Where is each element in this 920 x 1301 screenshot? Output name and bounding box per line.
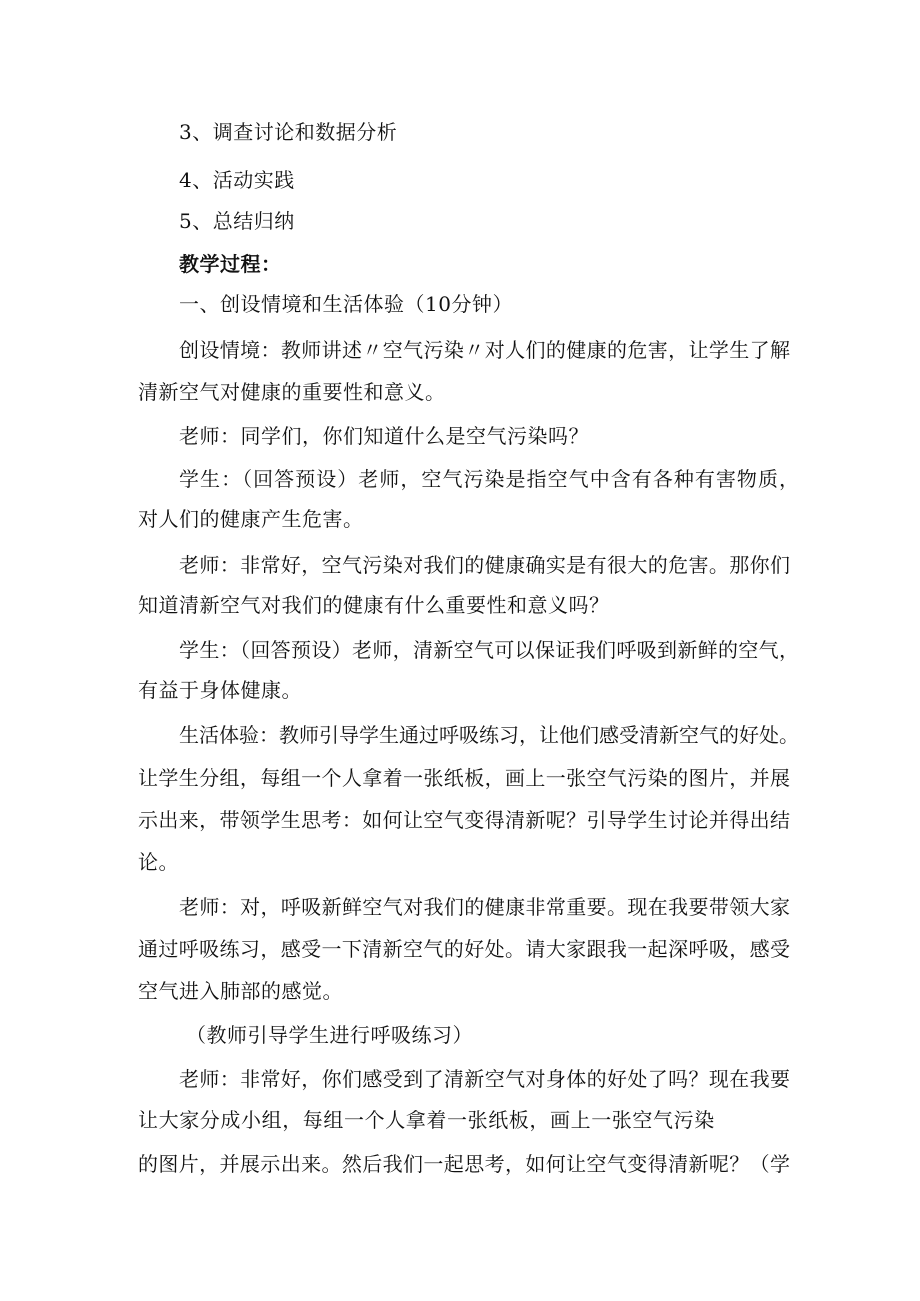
dialogue-line: 有益于身体健康。	[138, 678, 302, 702]
dialogue-line: 的图片，并展示出来。然后我们一起思考，如何让空气变得清新呢？（学	[138, 1152, 790, 1176]
dialogue-line: 老师：同学们，你们知道什么是空气污染吗？	[179, 424, 589, 448]
dialogue-line: 空气进入肺部的感觉。	[138, 979, 343, 1003]
section-heading: 教学过程：	[179, 252, 282, 276]
dialogue-line: 知道清新空气对我们的健康有什么重要性和意义吗？	[138, 593, 610, 617]
paragraph-line: 让学生分组，每组一个人拿着一张纸板，画上一张空气污染的图片，并展	[138, 766, 790, 790]
dialogue-line: 让大家分成小组，每组一个人拿着一张纸板，画上一张空气污染	[138, 1108, 715, 1132]
list-item-5: 5、总结归纳	[179, 209, 295, 233]
dialogue-line: 老师：对，呼吸新鲜空气对我们的健康非常重要。现在我要带领大家	[179, 895, 790, 919]
paragraph-line: 生活体验：教师引导学生通过呼吸练习，让他们感受清新空气的好处。	[179, 723, 799, 747]
list-item-3: 3、调查讨论和数据分析	[179, 120, 398, 144]
dialogue-line: 老师：非常好，空气污染对我们的健康确实是有很大的危害。那你们	[179, 553, 790, 577]
dialogue-line: 学生：（回答预设）老师，清新空气可以保证我们呼吸到新鲜的空气，	[179, 638, 799, 662]
paragraph-line: 论。	[138, 850, 179, 874]
paragraph-line: 示出来，带领学生思考：如何让空气变得清新呢？引导学生讨论并得出结	[138, 808, 790, 832]
dialogue-line: 老师：非常好，你们感受到了清新空气对身体的好处了吗？现在我要	[179, 1067, 790, 1091]
paragraph-line: 创设情境：教师讲述〃空气污染〃对人们的健康的危害，让学生了解	[179, 338, 790, 362]
stage-direction: （教师引导学生进行呼吸练习）	[186, 1023, 473, 1047]
dialogue-line: 对人们的健康产生危害。	[138, 507, 364, 531]
dialogue-line: 通过呼吸练习，感受一下清新空气的好处。请大家跟我一起深呼吸，感受	[138, 937, 790, 961]
subsection-heading: 一、创设情境和生活体验（10分钟）	[179, 292, 513, 316]
list-item-4: 4、活动实践	[179, 168, 295, 192]
paragraph-line: 清新空气对健康的重要性和意义。	[138, 380, 446, 404]
dialogue-line: 学生：（回答预设）老师，空气污染是指空气中含有各种有害物质，	[179, 467, 799, 491]
